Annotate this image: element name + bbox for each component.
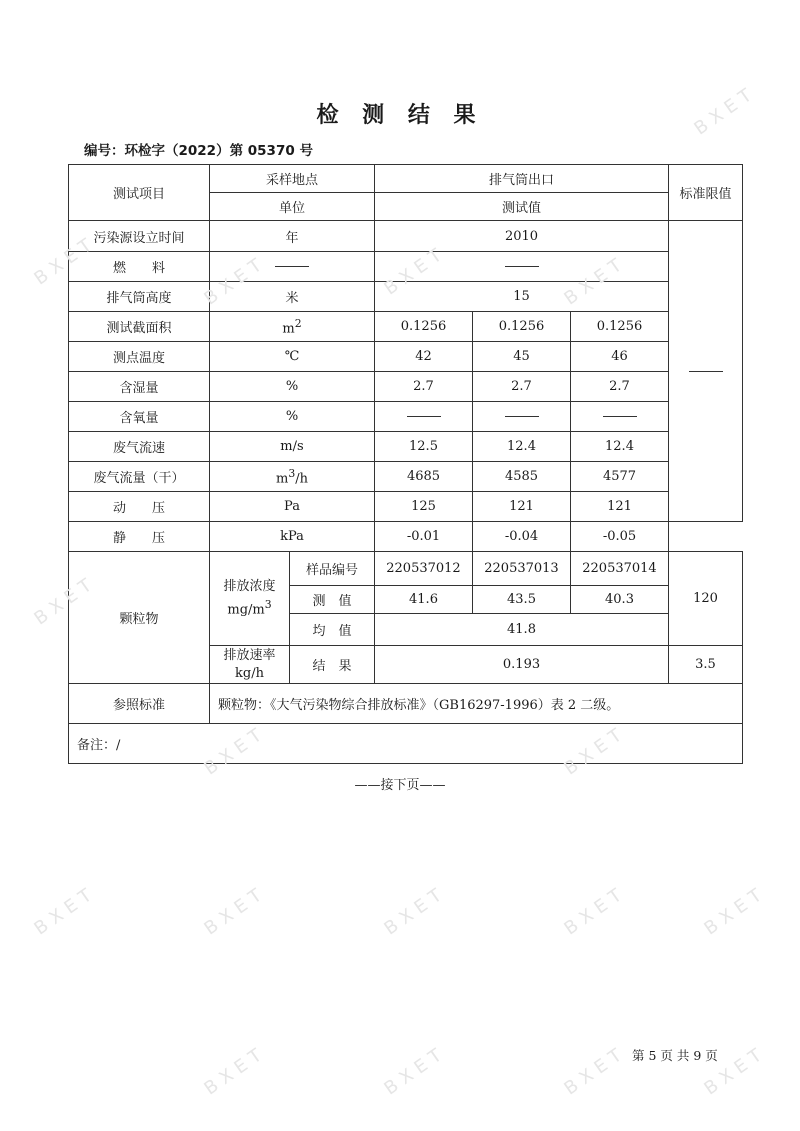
watermark: BXET bbox=[200, 251, 271, 310]
value-3: 2.7 bbox=[571, 372, 669, 402]
value-3: 4577 bbox=[571, 462, 669, 492]
unit-base: m bbox=[282, 321, 295, 337]
dash bbox=[275, 266, 309, 267]
unit-base: m bbox=[276, 471, 289, 487]
value-3: 46 bbox=[571, 342, 669, 372]
watermark: BXET bbox=[700, 881, 771, 940]
particulate-label: 颗粒物 bbox=[69, 552, 210, 684]
page-title: 检 测 结 果 bbox=[316, 103, 484, 128]
row-value-dash bbox=[375, 252, 669, 282]
concentration-limit: 120 bbox=[669, 552, 743, 646]
row-unit bbox=[210, 312, 375, 342]
dash bbox=[505, 416, 539, 417]
dash bbox=[603, 416, 637, 417]
page-number: 第 5 页 共 9 页 bbox=[632, 1048, 718, 1063]
limit-dash bbox=[669, 221, 743, 522]
average-value: 41.8 bbox=[375, 614, 669, 646]
watermark: BXET bbox=[700, 1041, 771, 1100]
measured-3: 40.3 bbox=[571, 586, 669, 614]
row-unit: % bbox=[210, 402, 375, 432]
conc-label-text: 排放浓度 bbox=[223, 578, 276, 594]
watermark: BXET bbox=[560, 881, 631, 940]
row-value: 15 bbox=[375, 282, 669, 312]
dash bbox=[407, 416, 441, 417]
value-1 bbox=[375, 402, 473, 432]
average-label: 均 值 bbox=[290, 614, 375, 646]
watermark: BXET bbox=[380, 241, 451, 300]
header-limit: 标准限值 bbox=[669, 165, 743, 221]
rate-unit: kg/h bbox=[235, 665, 264, 681]
unit-rest: /h bbox=[295, 471, 308, 487]
row-unit bbox=[210, 462, 375, 492]
dash bbox=[689, 371, 723, 372]
sample-no-3: 220537014 bbox=[571, 552, 669, 586]
row-unit: kPa bbox=[210, 522, 375, 552]
watermark: BXET bbox=[30, 881, 101, 940]
row-label: 污染源设立时间 bbox=[69, 221, 210, 252]
remark: 备注：/ bbox=[69, 724, 743, 764]
measured-label: 测 值 bbox=[290, 586, 375, 614]
value-1: 0.1256 bbox=[375, 312, 473, 342]
row-unit: 年 bbox=[210, 221, 375, 252]
row-unit: ℃ bbox=[210, 342, 375, 372]
value-1: 42 bbox=[375, 342, 473, 372]
row-label: 含氧量 bbox=[69, 402, 210, 432]
unit-sup: 3 bbox=[288, 466, 296, 480]
row-unit: Pa bbox=[210, 492, 375, 522]
value-2: -0.04 bbox=[473, 522, 571, 552]
value-1: 4685 bbox=[375, 462, 473, 492]
rate-value: 0.193 bbox=[375, 646, 669, 684]
value-1: 125 bbox=[375, 492, 473, 522]
value-3 bbox=[571, 402, 669, 432]
row-value: 2010 bbox=[375, 221, 669, 252]
value-2: 45 bbox=[473, 342, 571, 372]
concentration-label bbox=[210, 552, 290, 646]
watermark: BXET bbox=[30, 231, 101, 290]
header-test-value: 测试值 bbox=[375, 193, 669, 221]
value-2: 4585 bbox=[473, 462, 571, 492]
continued-note: ——接下页—— bbox=[354, 778, 446, 793]
row-unit: 米 bbox=[210, 282, 375, 312]
row-label: 废气流速 bbox=[69, 432, 210, 462]
watermark: BXET bbox=[690, 81, 761, 140]
results-table bbox=[68, 164, 743, 764]
document-number: 编号：环检字（2022）第 05370 号 bbox=[84, 143, 313, 159]
sample-no-2: 220537013 bbox=[473, 552, 571, 586]
value-2 bbox=[473, 402, 571, 432]
reference-label: 参照标准 bbox=[69, 684, 210, 724]
value-3: 12.4 bbox=[571, 432, 669, 462]
watermark: BXET bbox=[380, 1041, 451, 1100]
conc-unit-base: mg/m bbox=[227, 602, 265, 618]
unit-sup: 2 bbox=[294, 316, 302, 330]
dash bbox=[505, 266, 539, 267]
watermark: BXET bbox=[560, 251, 631, 310]
row-label: 动 压 bbox=[69, 492, 210, 522]
watermark: BXET bbox=[560, 1041, 631, 1100]
watermark: BXET bbox=[380, 881, 451, 940]
watermark: BXET bbox=[200, 881, 271, 940]
measured-1: 41.6 bbox=[375, 586, 473, 614]
header-unit: 单位 bbox=[210, 193, 375, 221]
value-3: -0.05 bbox=[571, 522, 669, 552]
reference-text: 颗粒物：《大气污染物综合排放标准》（GB16297-1996）表 2 二级。 bbox=[210, 684, 743, 724]
conc-unit-sup: 3 bbox=[264, 597, 272, 611]
sample-no-1: 220537012 bbox=[375, 552, 473, 586]
row-unit: % bbox=[210, 372, 375, 402]
row-unit: m/s bbox=[210, 432, 375, 462]
conc-unit bbox=[210, 596, 289, 619]
rate-label bbox=[210, 646, 290, 684]
watermark: BXET bbox=[200, 1041, 271, 1100]
value-1: 12.5 bbox=[375, 432, 473, 462]
row-unit-dash bbox=[210, 252, 375, 282]
value-2: 0.1256 bbox=[473, 312, 571, 342]
row-label: 废气流量（干） bbox=[69, 462, 210, 492]
rate-label-text: 排放速率 bbox=[223, 647, 276, 663]
value-3: 0.1256 bbox=[571, 312, 669, 342]
value-2: 12.4 bbox=[473, 432, 571, 462]
value-2: 2.7 bbox=[473, 372, 571, 402]
row-label: 测试截面积 bbox=[69, 312, 210, 342]
row-label: 含湿量 bbox=[69, 372, 210, 402]
sample-no-label: 样品编号 bbox=[290, 552, 375, 586]
watermark: BXET bbox=[200, 721, 271, 780]
result-label: 结 果 bbox=[290, 646, 375, 684]
row-label: 静 压 bbox=[69, 522, 210, 552]
value-1: 2.7 bbox=[375, 372, 473, 402]
watermark: BXET bbox=[560, 721, 631, 780]
header-location-value: 排气筒出口 bbox=[375, 165, 669, 193]
watermark: BXET bbox=[30, 571, 101, 630]
row-label: 排气筒高度 bbox=[69, 282, 210, 312]
header-item: 测试项目 bbox=[69, 165, 210, 221]
rate-limit: 3.5 bbox=[669, 646, 743, 684]
value-1: -0.01 bbox=[375, 522, 473, 552]
row-label: 燃 料 bbox=[69, 252, 210, 282]
header-location: 采样地点 bbox=[210, 165, 375, 193]
row-label: 测点温度 bbox=[69, 342, 210, 372]
value-2: 121 bbox=[473, 492, 571, 522]
measured-2: 43.5 bbox=[473, 586, 571, 614]
value-3: 121 bbox=[571, 492, 669, 522]
